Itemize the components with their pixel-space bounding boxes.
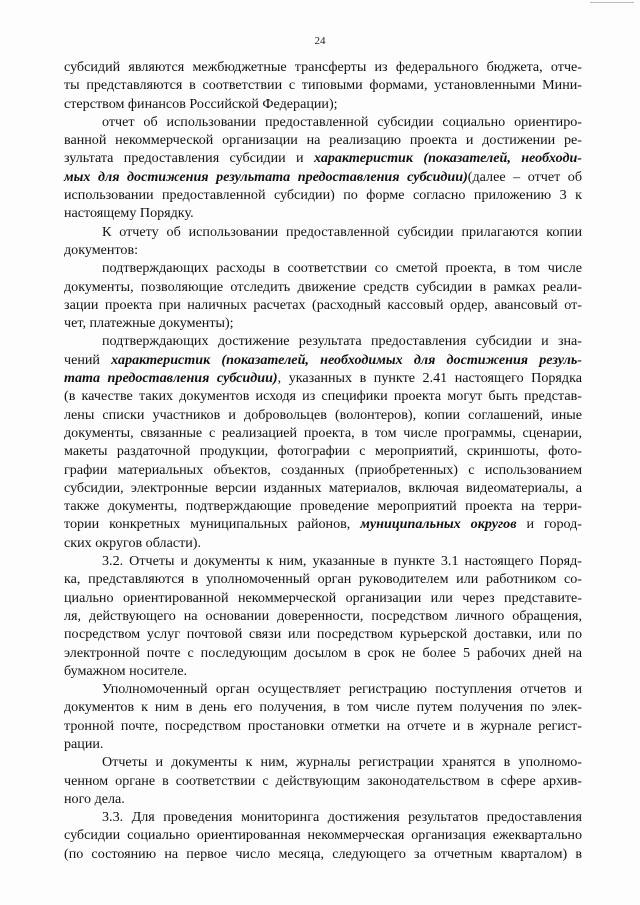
text-run: ты представляются в соответствии с типовыми формами, установленными Мини- (64, 77, 582, 94)
text-run: ка, представляются в уполномоченный орган руководителем или работником со- (64, 571, 582, 588)
text-run: Уполномоченный орган осуществляет регистрацию поступления отчетов и (102, 681, 582, 698)
text-run: подтверждающих достижение результата предоставления субсидии и зна- (102, 333, 582, 350)
text-line (64, 76, 582, 94)
text-line (64, 589, 582, 607)
body-text (64, 58, 582, 863)
text-line (64, 369, 582, 387)
text-run: зультата предоставления субсидии и (64, 150, 314, 167)
text-run: документы, позволяющие отследить движение средств субсидии в рамках реали- (64, 278, 582, 295)
text-line (64, 644, 582, 662)
text-run: субсидии, электронные версии изданных материалов, включая видеоматериалы, а (64, 479, 582, 496)
text-run: подтверждающих расходы в соответствии со сметой проекта, в том числе (102, 260, 582, 277)
text-run: тронной почте, посредством простановки отметки на отчете и в журнале регист- (64, 717, 582, 734)
text-line (64, 186, 582, 204)
text-line (64, 772, 582, 790)
text-run: отчет об использовании предоставленной субсидии социально ориентиро- (102, 113, 582, 130)
text-run: (в качестве таких документов исходя из специфики проекта могут быть представ- (64, 388, 582, 405)
text-line (64, 259, 582, 277)
text-line (64, 826, 582, 844)
text-line (64, 406, 582, 424)
text-run: и город- (516, 516, 582, 533)
text-run: лены списки участников и добровольцев (волонтеров), копии соглашений, иные (64, 406, 582, 423)
text-line (64, 753, 582, 771)
text-run: ного дела. (64, 790, 125, 807)
text-run: ля, действующего на основании доверенности, посредством личного обращения, (64, 607, 582, 624)
text-line (64, 241, 582, 259)
text-run: субсидий являются межбюджетные трансферты из федерального бюджета, отче- (64, 59, 582, 75)
text-line (64, 552, 582, 570)
text-line (64, 625, 582, 643)
text-line (64, 790, 582, 808)
emphasized-text: мых для достижения результата предоставления субсидии) (64, 168, 468, 185)
text-line (64, 424, 582, 442)
text-run: графии материальных объектов, созданных (приобретенных) с использованием (64, 461, 582, 478)
text-run: 3.2. Отчеты и документы к ним, указанные в пункте 3.1 настоящего Поряд- (102, 553, 582, 570)
text-line (64, 534, 582, 552)
text-run: Отчеты и документы к ним, журналы регистрации хранятся в уполномо- (102, 754, 582, 771)
text-line (64, 461, 582, 479)
text-run: ских округов области). (64, 534, 202, 551)
text-run: ванной некоммерческой организации на реализацию проекта и достижении ре- (64, 132, 582, 149)
text-run: 3.3. Для проведения мониторинга достижения результатов предоставления (102, 809, 582, 826)
text-run: также документы, подтверждающие проведение мероприятий проекта на терри- (64, 498, 582, 515)
text-line (64, 387, 582, 405)
text-run: электронной почте с последующим досылом в срок не более 5 рабочих дней на (64, 644, 582, 661)
emphasized-text: характеристик (показателей, необходимых для достижения резуль- (111, 351, 582, 368)
text-line (64, 204, 582, 222)
text-run: посредством услуг почтовой связи или посредством курьерской доставки, или по (64, 626, 582, 643)
text-run: ченном органе в соответствии с действующим законодательством в сфере архив- (64, 772, 582, 789)
text-run: , указанных в пункте 2.41 настоящего Порядка (277, 370, 582, 387)
text-run: настоящему Порядку. (64, 205, 194, 222)
text-run: использовании предоставленной субсидии) по форме согласно приложению 3 к (64, 187, 582, 204)
text-line (64, 680, 582, 698)
text-run: чений (64, 351, 112, 368)
text-run: циально ориентированной некоммерческой организации или через представите- (64, 589, 582, 606)
text-line (64, 570, 582, 588)
text-run: документов: (64, 241, 139, 258)
text-run: документов к ним в день его получения, в том числе путем получения по элек- (64, 699, 582, 716)
text-run: зации проекта при наличных расчетах (расходный кассовый ордер, авансовый от- (64, 296, 582, 313)
emphasized-text: муниципальных округов (360, 516, 517, 533)
emphasized-text: тата предоставления субсидии) (64, 370, 278, 387)
text-line (64, 168, 582, 186)
text-line (64, 698, 582, 716)
text-line (64, 95, 582, 113)
text-line (64, 479, 582, 497)
text-line (64, 131, 582, 149)
text-run: (далее – отчет об (467, 168, 582, 185)
text-run: стерством финансов Российской Федерации); (64, 95, 338, 112)
text-line (64, 717, 582, 735)
text-run: тории конкретных муниципальных районов, (64, 516, 361, 533)
text-line (64, 296, 582, 314)
text-line (64, 113, 582, 131)
text-line (64, 845, 582, 863)
text-run: рации. (64, 735, 104, 752)
text-run: бумажном носителе. (64, 662, 188, 679)
text-line (64, 607, 582, 625)
emphasized-text: характеристик (показателей, необходи- (313, 150, 583, 167)
text-line (64, 351, 582, 369)
text-run: К отчету об использовании предоставленной субсидии прилагаются копии (102, 223, 582, 240)
text-line (64, 662, 582, 680)
text-line (64, 735, 582, 753)
text-line (64, 515, 582, 533)
text-line (64, 808, 582, 826)
page-number: 24 (314, 35, 326, 47)
text-line (64, 442, 582, 460)
text-run: (по состоянию на первое число месяца, следующего за отчетным кварталом) в (64, 845, 582, 862)
scan-edge-mark (590, 2, 634, 9)
text-line (64, 497, 582, 515)
text-line (64, 278, 582, 296)
text-line (64, 332, 582, 350)
text-line (64, 223, 582, 241)
text-line (64, 314, 582, 332)
text-run: субсидии социально ориентированная некоммерческая организация ежеквартально (64, 827, 582, 844)
text-line (64, 58, 582, 76)
text-run: документы, связанные с реализацией проекта, в том числе программы, сценарии, (64, 424, 582, 441)
text-run: макеты раздаточной продукции, фотографии с мероприятий, скриншоты, фото- (64, 443, 582, 460)
text-run: чет, платежные документы); (64, 315, 234, 332)
text-line (64, 149, 582, 167)
